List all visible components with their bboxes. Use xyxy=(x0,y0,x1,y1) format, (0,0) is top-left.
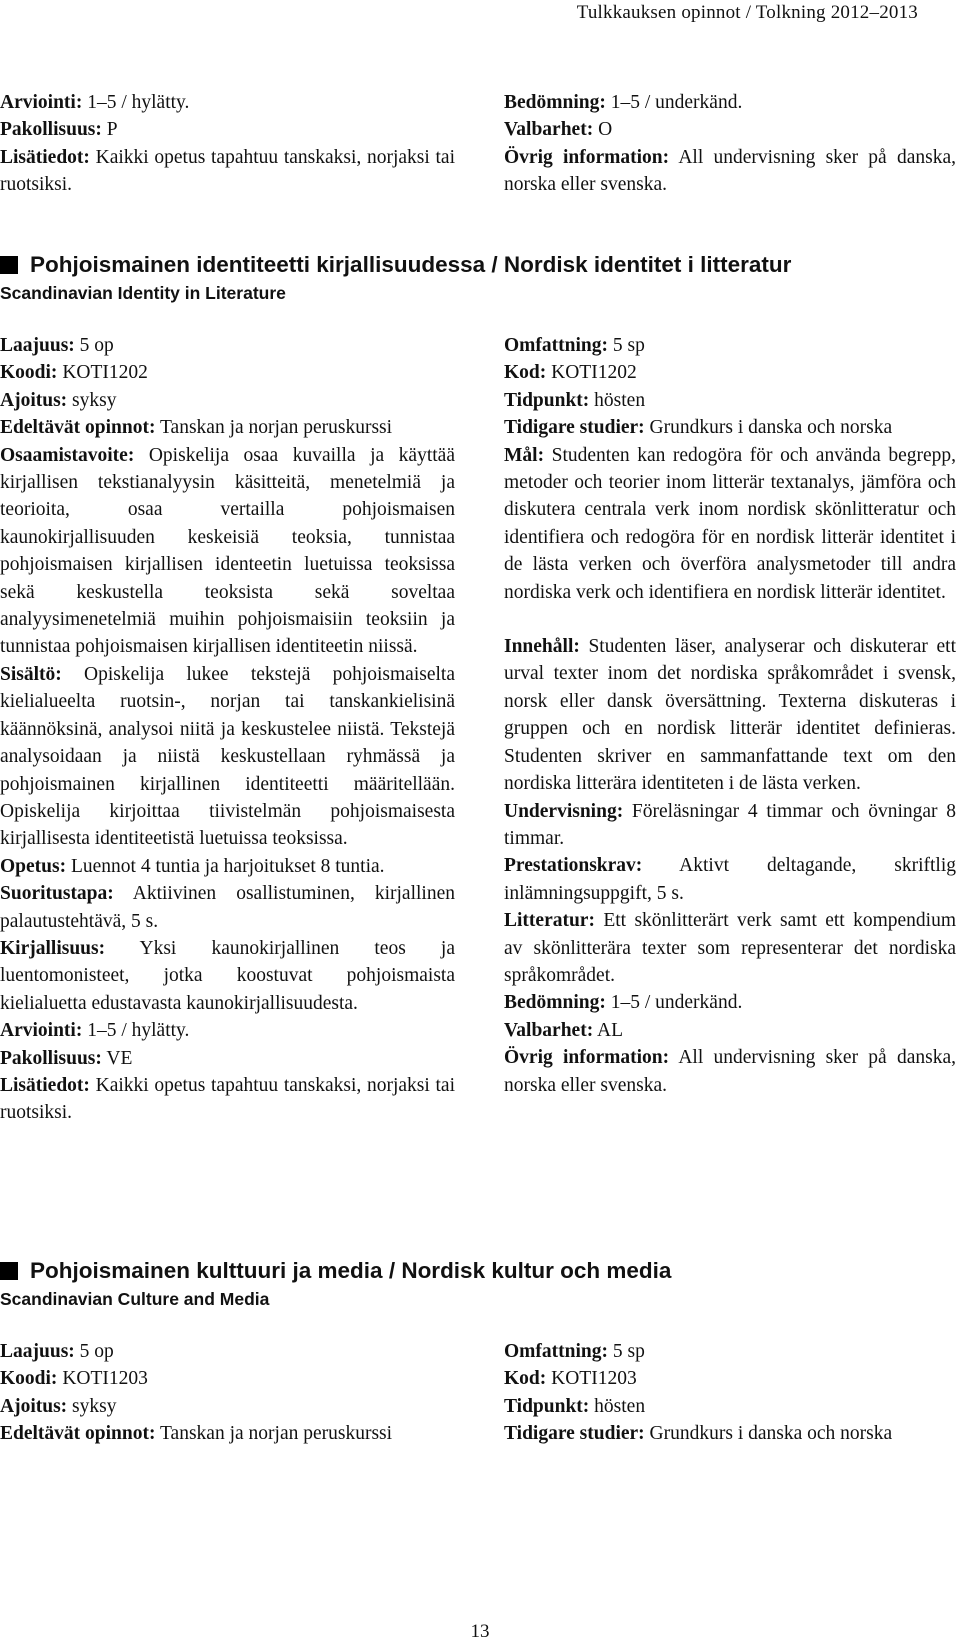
course2-finnish-column xyxy=(0,1338,455,1448)
field-arviointi: Arviointi: 1–5 / hylätty. xyxy=(0,92,190,113)
field-pakollisuus: Pakollisuus: VE xyxy=(0,1047,133,1069)
field-undervisning: Undervisning: Föreläsningar 4 timmar och övningar 8 timmar. xyxy=(504,800,956,849)
field-laajuus: Laajuus: 5 op xyxy=(0,335,114,356)
field-lisatiedot: Lisätiedot: Kaikki opetus tapahtuu tanskaksi, norjaksi tai ruotsiksi. xyxy=(0,1074,455,1124)
field-ajoitus: Ajoitus: syksy xyxy=(0,389,117,411)
course1-finnish-column xyxy=(0,332,455,1127)
field-bedomning: Bedömning: 1–5 / underkänd. xyxy=(504,92,743,113)
field-laajuus: Laajuus: 5 op xyxy=(0,1341,114,1362)
course1-title: Pohjoismainen identiteetti kirjallisuudessa / Nordisk identitet i litteratur xyxy=(30,252,792,277)
field-mal: Mål: Studenten kan redogöra för och använda begrepp, metoder och teorier inom litterär textanalys, jämföra och diskutera centrala verk inom nordisk skönlitteratur och identifiera och redogöra för en nordisk litterär identitet i de lästa verken och överföra analysmetoder till andra nordiska verk och identifiera en nordisk litterär identitet. xyxy=(504,444,956,603)
field-arviointi: Arviointi: 1–5 / hylätty. xyxy=(0,1020,190,1042)
field-valbarhet: Valbarhet: O xyxy=(504,119,613,141)
field-opetus: Opetus: Luennot 4 tuntia ja harjoitukset 8 tuntia. xyxy=(0,855,385,877)
field-koodi: Koodi: KOTI1203 xyxy=(0,1368,148,1390)
square-bullet-icon xyxy=(0,256,18,274)
field-lisatiedot: Lisätiedot: Kaikki opetus tapahtuu tanskaksi, norjaksi tai ruotsiksi. xyxy=(0,146,455,196)
field-kirjallisuus: Kirjallisuus: Yksi kaunokirjallinen teos ja luentomonisteet, jotka koostuvat pohjoismaista kielialuetta edustavasta kaunokirjallisuudesta. xyxy=(0,937,455,1014)
field-ajoitus: Ajoitus: syksy xyxy=(0,1395,117,1417)
field-omfattning: Omfattning: 5 sp xyxy=(504,335,645,356)
field-tidpunkt: Tidpunkt: hösten xyxy=(504,1395,646,1417)
course1-swedish-column xyxy=(504,332,956,1099)
square-bullet-icon xyxy=(0,1262,18,1280)
course1-heading xyxy=(0,250,960,306)
field-innehall: Innehåll: Studenten läser, analyserar och diskuterar ett urval texter inom det nordiska språkområdet i svensk, norsk eller dansk översättning. Texterna diskuteras i gruppen och en nordisk litterär identitet definieras. Studenten skriver en sammanfattande text om den nordiska litterära identiteten i de lästa verken. xyxy=(504,636,956,795)
field-omfattning: Omfattning: 5 sp xyxy=(504,1341,645,1362)
top-block-finnish xyxy=(0,89,455,199)
page-number: 13 xyxy=(470,1621,490,1642)
course2-heading xyxy=(0,1256,960,1312)
running-head: Tulkkauksen opinnot / Tolkning 2012–2013 xyxy=(576,2,918,23)
field-osaamistavoite: Osaamistavoite: Opiskelija osaa kuvailla ja käyttää kirjallisen tekstianalyysin käsitteitä, menetelmiä ja teorioita, osaa vertailla pohjoismaisen kaunokirjallisuuden keskeisiä teoksia, tunnistaa pohjoismaisen kirjallisen identeetin luetuissa teoksissa sekä keskustella teoksista sekä soveltaa analyysimenetelmiä muihin pohjoismaisiin teoksiin ja tunnistaa pohjoismaisen kirjallisen identiteetin niissä. xyxy=(0,444,455,658)
field-tidpunkt: Tidpunkt: hösten xyxy=(504,389,646,411)
course1-subtitle: Scandinavian Identity in Literature xyxy=(0,283,286,303)
field-ovrig-information: Övrig information: All undervisning sker på danska, norska eller svenska. xyxy=(504,1047,956,1096)
field-edeltavat-opinnot: Edeltävät opinnot: Tanskan ja norjan peruskurssi xyxy=(0,1423,393,1445)
top-block-swedish xyxy=(504,89,956,199)
field-valbarhet: Valbarhet: AL xyxy=(504,1019,623,1041)
field-kod: Kod: KOTI1202 xyxy=(504,362,637,384)
course2-title: Pohjoismainen kulttuuri ja media / Nordisk kultur och media xyxy=(30,1258,672,1283)
field-kod: Kod: KOTI1203 xyxy=(504,1368,637,1390)
field-bedomning: Bedömning: 1–5 / underkänd. xyxy=(504,992,743,1014)
field-pakollisuus: Pakollisuus: P xyxy=(0,119,118,141)
course2-subtitle: Scandinavian Culture and Media xyxy=(0,1289,270,1309)
course2-swedish-column xyxy=(504,1338,956,1448)
field-sisalto: Sisältö: Opiskelija lukee tekstejä pohjoismaiselta kielialueelta ruotsin-, norjan tai tanskankielisinä käännöksinä, analysoi niitä ja keskustelee niistä. Tekstejä analysoidaan ja niistä keskustellaan ryhmässä ja pohjoismainen kirjallinen identiteetti määritellään. Opiskelija kirjoittaa tiivistelmän pohjoismaisesta kirjallisesta identiteetistä luetuissa teoksissa. xyxy=(0,663,455,850)
field-suoritustapa: Suoritustapa: Aktiivinen osallistuminen, kirjallinen palautustehtävä, 5 s. xyxy=(0,883,455,932)
field-tidigare-studier: Tidigare studier: Grundkurs i danska och norska xyxy=(504,1423,893,1445)
field-prestationskrav: Prestationskrav: Aktivt deltagande, skriftlig inlämningsuppgift, 5 s. xyxy=(504,855,956,904)
field-litteratur: Litteratur: Ett skönlitterärt verk samt ett kompendium av skönlitterära texter som representerar det nordiska språkområdet. xyxy=(504,910,956,986)
field-koodi: Koodi: KOTI1202 xyxy=(0,362,148,384)
field-tidigare-studier: Tidigare studier: Grundkurs i danska och norska xyxy=(504,417,893,439)
field-ovrig-information: Övrig information: All undervisning sker på danska, norska eller svenska. xyxy=(504,146,956,196)
field-edeltavat-opinnot: Edeltävät opinnot: Tanskan ja norjan peruskurssi xyxy=(0,417,393,439)
